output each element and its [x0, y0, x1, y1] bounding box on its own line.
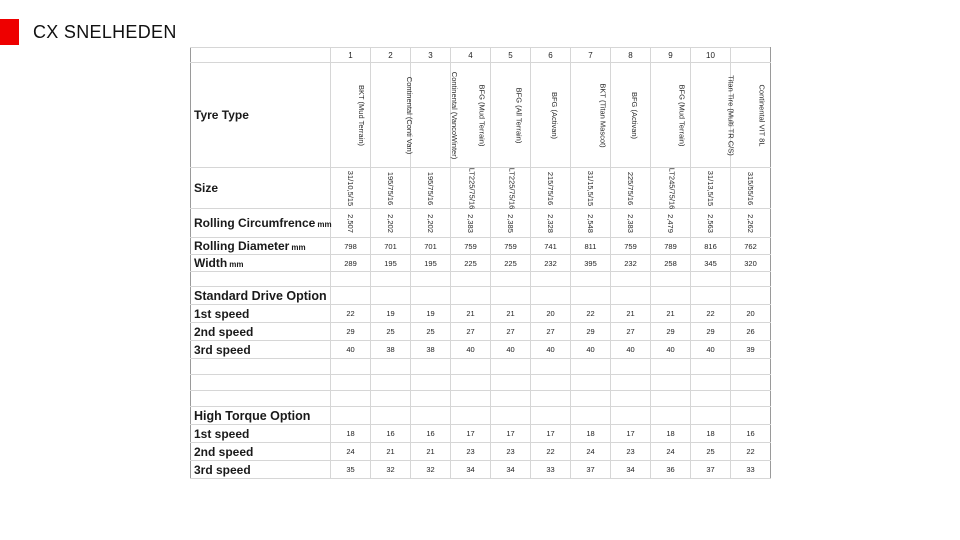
- empty-cell: [571, 272, 611, 287]
- size-cell: [371, 168, 411, 209]
- column-number: 8: [611, 48, 651, 63]
- high-torque-header-row: [191, 407, 771, 425]
- speed-value: 23: [451, 443, 491, 461]
- width-value: 225: [451, 255, 491, 272]
- empty-cell: [691, 287, 731, 305]
- empty-cell: [571, 391, 611, 407]
- tyre-type-value: BFG (Mud Terrain): [677, 84, 687, 146]
- tyre-type-value: BFG (Activan): [550, 91, 560, 139]
- rolling-circumference-cell: [411, 209, 451, 238]
- section-title-high-torque: High Torque Option: [191, 407, 331, 425]
- rolling-circumference-cell: [371, 209, 411, 238]
- rolling-diameter-value: 701: [411, 238, 451, 255]
- empty-cell: [191, 272, 331, 287]
- empty-cell: [611, 375, 651, 391]
- empty-cell: [651, 375, 691, 391]
- size-value: 215/75/16: [546, 171, 555, 205]
- speed-value: 18: [331, 425, 371, 443]
- standard-speed-row: [191, 305, 771, 323]
- empty-cell: [531, 391, 571, 407]
- speed-value: 25: [371, 323, 411, 341]
- speed-value: 22: [331, 305, 371, 323]
- tyre-type-cell: [651, 63, 691, 168]
- rolling-circumference-cell: [571, 209, 611, 238]
- column-number: 7: [571, 48, 611, 63]
- speed-value: 16: [411, 425, 451, 443]
- row-label-speed: 2nd speed: [191, 323, 331, 341]
- empty-cell: [451, 359, 491, 375]
- rolling-circumference-value: 2,383: [466, 213, 475, 233]
- speed-value: 29: [651, 323, 691, 341]
- rolling-circumference-value: 2,383: [626, 213, 635, 233]
- rolling-circumference-cell: [331, 209, 371, 238]
- tyre-type-value: Continental VIT 8L: [757, 84, 767, 146]
- row-label-text: Rolling Circumfrence: [194, 216, 316, 230]
- size-cell: [531, 168, 571, 209]
- empty-cell: [191, 359, 331, 375]
- width-value: 345: [691, 255, 731, 272]
- rolling-circumference-value: 2,507: [346, 213, 355, 233]
- column-number-row: [191, 48, 771, 63]
- spacer-row: [191, 375, 771, 391]
- speed-value: 34: [611, 461, 651, 479]
- speed-value: 25: [691, 443, 731, 461]
- speed-value: 17: [451, 425, 491, 443]
- empty-cell: [411, 272, 451, 287]
- standard-drive-header-row: [191, 287, 771, 305]
- empty-cell: [611, 272, 651, 287]
- speed-value: 19: [371, 305, 411, 323]
- tyre-type-value: BFG (All Terrain): [514, 87, 524, 143]
- empty-cell: [611, 287, 651, 305]
- speed-value: 36: [651, 461, 691, 479]
- empty-cell: [531, 272, 571, 287]
- speed-value: 23: [611, 443, 651, 461]
- tyre-type-value: Continental (Conti Van): [405, 76, 415, 154]
- speed-value: 24: [331, 443, 371, 461]
- empty-cell: [611, 391, 651, 407]
- row-label-size: Size: [191, 168, 331, 209]
- row-label-speed: 3rd speed: [191, 341, 331, 359]
- empty-cell: [451, 407, 491, 425]
- size-row: [191, 168, 771, 209]
- tyre-type-cell: [611, 63, 651, 168]
- empty-cell: [371, 359, 411, 375]
- size-cell: [651, 168, 691, 209]
- column-number: 10: [691, 48, 731, 63]
- empty-cell: [651, 391, 691, 407]
- empty-cell: [691, 407, 731, 425]
- speed-value: 18: [571, 425, 611, 443]
- speed-value: 16: [371, 425, 411, 443]
- speed-value: 18: [691, 425, 731, 443]
- slide-title: CX SNELHEDEN: [33, 22, 177, 42]
- speed-value: 37: [691, 461, 731, 479]
- rolling-circumference-value: 2,328: [546, 213, 555, 233]
- tyre-type-value: BKT (Titan Mascot): [598, 82, 608, 148]
- speed-value: 21: [611, 305, 651, 323]
- empty-cell: [331, 407, 371, 425]
- speed-value: 21: [411, 443, 451, 461]
- tyre-type-cell: [531, 63, 571, 168]
- speed-value: 23: [491, 443, 531, 461]
- speed-value: 21: [371, 443, 411, 461]
- empty-cell: [411, 391, 451, 407]
- row-label-text: Rolling Diameter: [194, 239, 290, 253]
- rolling-circumference-cell: [731, 209, 771, 238]
- rolling-diameter-value: 759: [451, 238, 491, 255]
- empty-cell: [531, 407, 571, 425]
- speed-value: 33: [731, 461, 771, 479]
- width-value: 320: [731, 255, 771, 272]
- rolling-circumference-cell: [451, 209, 491, 238]
- speed-value: 27: [491, 323, 531, 341]
- high-torque-speed-row: [191, 443, 771, 461]
- tyre-type-cell: [371, 63, 415, 168]
- standard-speed-row: [191, 341, 771, 359]
- speed-value: 37: [571, 461, 611, 479]
- row-unit: mm: [317, 220, 332, 229]
- speed-value: 27: [451, 323, 491, 341]
- corner-cell: [191, 48, 331, 63]
- empty-cell: [411, 287, 451, 305]
- empty-cell: [371, 375, 411, 391]
- empty-cell: [371, 391, 411, 407]
- empty-cell: [731, 407, 771, 425]
- rolling-circumference-value: 2,563: [706, 213, 715, 233]
- rolling-circumference-cell: [491, 209, 531, 238]
- row-label-speed: 2nd speed: [191, 443, 331, 461]
- row-label-width: [191, 255, 331, 272]
- size-cell: [411, 168, 451, 209]
- row-label-rolling-circumference: [191, 209, 331, 238]
- empty-cell: [491, 407, 531, 425]
- speed-value: 39: [731, 341, 771, 359]
- speed-value: 40: [331, 341, 371, 359]
- tyre-type-cell: [731, 63, 771, 168]
- speed-value: 19: [411, 305, 451, 323]
- tyre-speed-table-image: [190, 47, 770, 493]
- tyre-speed-table: [190, 47, 771, 479]
- size-cell: [451, 168, 491, 209]
- width-value: 395: [571, 255, 611, 272]
- empty-cell: [691, 359, 731, 375]
- row-unit: mm: [229, 260, 244, 269]
- empty-cell: [731, 391, 771, 407]
- speed-value: 21: [491, 305, 531, 323]
- speed-value: 34: [451, 461, 491, 479]
- rolling-circumference-cell: [531, 209, 571, 238]
- speed-value: 35: [331, 461, 371, 479]
- rolling-diameter-value: 762: [731, 238, 771, 255]
- size-cell: [691, 168, 731, 209]
- size-value: 31/13,5/15: [705, 170, 715, 206]
- empty-cell: [451, 391, 491, 407]
- empty-cell: [371, 407, 411, 425]
- rolling-circumference-cell: [691, 209, 731, 238]
- column-number: [731, 48, 771, 63]
- width-value: 195: [411, 255, 451, 272]
- empty-cell: [451, 287, 491, 305]
- speed-value: 20: [731, 305, 771, 323]
- size-cell: [331, 168, 371, 209]
- empty-cell: [491, 272, 531, 287]
- speed-value: 26: [731, 323, 771, 341]
- tyre-type-value: Titan Tire (Multi TR C/S): [726, 74, 736, 156]
- rolling-circumference-value: 2,262: [746, 213, 755, 233]
- speed-value: 29: [571, 323, 611, 341]
- size-cell: [491, 168, 531, 209]
- rolling-diameter-value: 798: [331, 238, 371, 255]
- size-cell: [571, 168, 611, 209]
- speed-value: 17: [611, 425, 651, 443]
- column-number: 6: [531, 48, 571, 63]
- speed-value: 22: [691, 305, 731, 323]
- empty-cell: [571, 359, 611, 375]
- speed-value: 18: [651, 425, 691, 443]
- tyre-type-row: [191, 63, 771, 168]
- empty-cell: [331, 272, 371, 287]
- tyre-type-cell: [331, 63, 371, 168]
- empty-cell: [411, 359, 451, 375]
- speed-value: 40: [451, 341, 491, 359]
- speed-value: 40: [651, 341, 691, 359]
- rolling-circumference-value: 2,479: [666, 213, 675, 233]
- speed-value: 25: [411, 323, 451, 341]
- spacer-row: [191, 272, 771, 287]
- rolling-circumference-value: 2,202: [426, 213, 435, 233]
- size-value: 225/75/16: [626, 171, 635, 205]
- empty-cell: [531, 287, 571, 305]
- speed-value: 40: [611, 341, 651, 359]
- speed-value: 32: [371, 461, 411, 479]
- standard-speed-row: [191, 323, 771, 341]
- speed-value: 29: [331, 323, 371, 341]
- empty-cell: [191, 391, 331, 407]
- rolling-circumference-value: 2,385: [506, 213, 515, 233]
- speed-value: 40: [531, 341, 571, 359]
- width-value: 232: [611, 255, 651, 272]
- empty-cell: [191, 375, 331, 391]
- size-value: 31/15,5/15: [585, 170, 595, 206]
- empty-cell: [611, 359, 651, 375]
- empty-cell: [571, 375, 611, 391]
- speed-value: 32: [411, 461, 451, 479]
- speed-value: 22: [731, 443, 771, 461]
- speed-value: 24: [571, 443, 611, 461]
- high-torque-speed-row: [191, 461, 771, 479]
- rolling-diameter-value: 701: [371, 238, 411, 255]
- speed-value: 27: [611, 323, 651, 341]
- speed-value: 17: [531, 425, 571, 443]
- empty-cell: [531, 375, 571, 391]
- speed-value: 22: [531, 443, 571, 461]
- size-cell: [731, 168, 771, 209]
- empty-cell: [491, 287, 531, 305]
- speed-value: 38: [371, 341, 411, 359]
- speed-value: 20: [531, 305, 571, 323]
- empty-cell: [651, 407, 691, 425]
- empty-cell: [571, 407, 611, 425]
- tyre-type-cell: [411, 63, 460, 168]
- empty-cell: [491, 391, 531, 407]
- speed-value: 21: [651, 305, 691, 323]
- empty-cell: [731, 287, 771, 305]
- row-label-speed: 1st speed: [191, 305, 331, 323]
- empty-cell: [451, 375, 491, 391]
- tyre-type-cell: [571, 63, 611, 168]
- row-label-text: Width: [194, 256, 228, 270]
- empty-cell: [691, 375, 731, 391]
- spacer-row: [191, 391, 771, 407]
- speed-value: 40: [491, 341, 531, 359]
- tyre-type-value: BKT (Mud Terrain): [357, 84, 366, 146]
- tyre-type-value: BFG (Activan): [630, 91, 640, 139]
- empty-cell: [651, 359, 691, 375]
- empty-cell: [451, 272, 491, 287]
- row-unit: mm: [291, 243, 306, 252]
- empty-cell: [731, 375, 771, 391]
- rolling-circumference-cell: [611, 209, 651, 238]
- speed-value: 38: [411, 341, 451, 359]
- empty-cell: [331, 359, 371, 375]
- speed-value: 27: [531, 323, 571, 341]
- rolling-diameter-value: 759: [491, 238, 531, 255]
- speed-value: 21: [451, 305, 491, 323]
- size-value: LT225/75/16: [467, 167, 477, 209]
- empty-cell: [691, 391, 731, 407]
- title-accent-bar: [0, 19, 19, 45]
- high-torque-speed-row: [191, 425, 771, 443]
- empty-cell: [491, 375, 531, 391]
- size-value: 195/75/16: [386, 171, 395, 205]
- speed-value: 29: [691, 323, 731, 341]
- rolling-circumference-value: 2,202: [386, 213, 395, 233]
- spacer-row: [191, 359, 771, 375]
- empty-cell: [371, 272, 411, 287]
- empty-cell: [651, 272, 691, 287]
- rolling-circumference-row: [191, 209, 771, 238]
- column-number: 2: [371, 48, 411, 63]
- width-value: 258: [651, 255, 691, 272]
- empty-cell: [651, 287, 691, 305]
- speed-value: 16: [731, 425, 771, 443]
- empty-cell: [691, 272, 731, 287]
- empty-cell: [331, 375, 371, 391]
- empty-cell: [571, 287, 611, 305]
- rolling-diameter-row: [191, 238, 771, 255]
- empty-cell: [531, 359, 571, 375]
- rolling-diameter-value: 816: [691, 238, 731, 255]
- empty-cell: [371, 287, 411, 305]
- width-value: 195: [371, 255, 411, 272]
- empty-cell: [411, 407, 451, 425]
- rolling-circumference-value: 2,548: [586, 213, 595, 233]
- empty-cell: [331, 287, 371, 305]
- speed-value: 33: [531, 461, 571, 479]
- rolling-diameter-value: 811: [571, 238, 611, 255]
- column-number: 3: [411, 48, 451, 63]
- empty-cell: [731, 359, 771, 375]
- tyre-type-value: BFG (Mud Terrain): [477, 84, 487, 146]
- column-number: 9: [651, 48, 691, 63]
- size-value: 195/75/16: [426, 171, 435, 205]
- row-label-tyre-type: Tyre Type: [191, 63, 331, 168]
- width-value: 289: [331, 255, 371, 272]
- speed-value: 34: [491, 461, 531, 479]
- size-value: 315/55/16: [746, 171, 755, 205]
- speed-value: 40: [571, 341, 611, 359]
- size-value: LT245/75/16: [667, 167, 677, 209]
- size-cell: [611, 168, 651, 209]
- rolling-diameter-value: 759: [611, 238, 651, 255]
- rolling-diameter-value: 789: [651, 238, 691, 255]
- width-value: 225: [491, 255, 531, 272]
- empty-cell: [611, 407, 651, 425]
- column-number: 1: [331, 48, 371, 63]
- section-title-standard-drive: Standard Drive Option: [191, 287, 331, 305]
- speed-value: 24: [651, 443, 691, 461]
- row-label-speed: 3rd speed: [191, 461, 331, 479]
- speed-value: 22: [571, 305, 611, 323]
- empty-cell: [411, 375, 451, 391]
- empty-cell: [491, 359, 531, 375]
- tyre-type-cell: [491, 63, 531, 168]
- rolling-circumference-cell: [651, 209, 691, 238]
- tyre-type-value: Continental (VancoWinter): [450, 71, 460, 159]
- tyre-type-cell: [691, 63, 736, 168]
- size-value: LT225/75/16: [507, 167, 517, 209]
- width-value: 232: [531, 255, 571, 272]
- row-label-speed: 1st speed: [191, 425, 331, 443]
- column-number: 5: [491, 48, 531, 63]
- width-row: [191, 255, 771, 272]
- column-number: 4: [451, 48, 491, 63]
- size-value: 31/10,5/15: [345, 170, 355, 206]
- speed-value: 40: [691, 341, 731, 359]
- empty-cell: [731, 272, 771, 287]
- speed-value: 17: [491, 425, 531, 443]
- row-label-rolling-diameter: [191, 238, 331, 255]
- empty-cell: [331, 391, 371, 407]
- rolling-diameter-value: 741: [531, 238, 571, 255]
